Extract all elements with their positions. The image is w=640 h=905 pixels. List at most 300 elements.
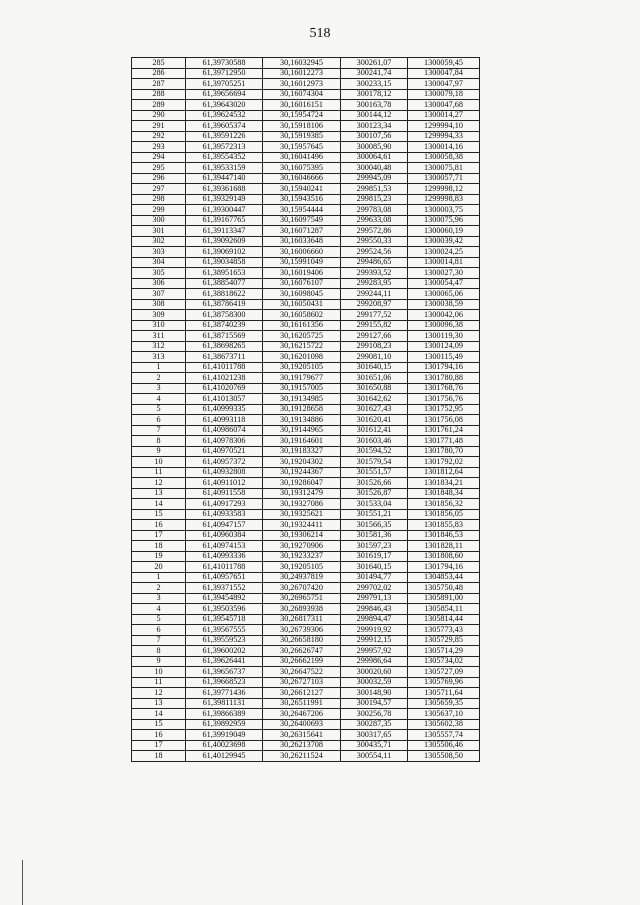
x-coordinate-cell: 301612,41: [341, 425, 408, 436]
point-number-cell: 12: [132, 478, 186, 489]
y-coordinate-cell: 1300014,27: [408, 110, 480, 121]
point-number-cell: 1: [132, 362, 186, 373]
y-coordinate-cell: 1301780,70: [408, 446, 480, 457]
latitude-cell: 61,40970521: [186, 446, 263, 457]
table-row: [132, 278, 480, 289]
y-coordinate-cell: 1301848,34: [408, 488, 480, 499]
x-coordinate-cell: 301494,77: [341, 572, 408, 583]
y-coordinate-cell: 1300014,81: [408, 257, 480, 268]
point-number-cell: 2: [132, 373, 186, 384]
table-row: [132, 194, 480, 205]
table-row: [132, 58, 480, 69]
table-row: [132, 383, 480, 394]
latitude-cell: 61,38698265: [186, 341, 263, 352]
point-number-cell: 292: [132, 131, 186, 142]
y-coordinate-cell: 1305814,44: [408, 614, 480, 625]
longitude-cell: 30,16215722: [263, 341, 341, 352]
longitude-cell: 30,26817311: [263, 614, 341, 625]
y-coordinate-cell: 1301794,16: [408, 362, 480, 373]
table-row: [132, 656, 480, 667]
latitude-cell: 61,38854077: [186, 278, 263, 289]
y-coordinate-cell: 1300054,47: [408, 278, 480, 289]
point-number-cell: 291: [132, 121, 186, 132]
table-row: [132, 110, 480, 121]
point-number-cell: 302: [132, 236, 186, 247]
x-coordinate-cell: 299986,64: [341, 656, 408, 667]
table-row: [132, 310, 480, 321]
point-number-cell: 298: [132, 194, 186, 205]
latitude-cell: 61,40957651: [186, 572, 263, 583]
x-coordinate-cell: 299894,47: [341, 614, 408, 625]
longitude-cell: 30,26213708: [263, 740, 341, 751]
x-coordinate-cell: 299208,97: [341, 299, 408, 310]
y-coordinate-cell: 1299998,83: [408, 194, 480, 205]
point-number-cell: 3: [132, 593, 186, 604]
table-row: [132, 709, 480, 720]
y-coordinate-cell: 1300058,38: [408, 152, 480, 163]
latitude-cell: 61,40993118: [186, 415, 263, 426]
longitude-cell: 30,16161356: [263, 320, 341, 331]
y-coordinate-cell: 1305769,96: [408, 677, 480, 688]
longitude-cell: 30,19179677: [263, 373, 341, 384]
x-coordinate-cell: 301642,62: [341, 394, 408, 405]
y-coordinate-cell: 1300003,75: [408, 205, 480, 216]
x-coordinate-cell: 299524,56: [341, 247, 408, 258]
y-coordinate-cell: 1301780,88: [408, 373, 480, 384]
point-number-cell: 296: [132, 173, 186, 184]
x-coordinate-cell: 299851,53: [341, 184, 408, 195]
latitude-cell: 61,40960384: [186, 530, 263, 541]
y-coordinate-cell: 1305659,35: [408, 698, 480, 709]
y-coordinate-cell: 1300059,45: [408, 58, 480, 69]
point-number-cell: 290: [132, 110, 186, 121]
y-coordinate-cell: 1301846,53: [408, 530, 480, 541]
longitude-cell: 30,16006660: [263, 247, 341, 258]
longitude-cell: 30,19205105: [263, 362, 341, 373]
longitude-cell: 30,16012973: [263, 79, 341, 90]
x-coordinate-cell: 301650,88: [341, 383, 408, 394]
y-coordinate-cell: 1300057,71: [408, 173, 480, 184]
y-coordinate-cell: 1300027,30: [408, 268, 480, 279]
x-coordinate-cell: 299486,65: [341, 257, 408, 268]
longitude-cell: 30,16032945: [263, 58, 341, 69]
table-row: [132, 740, 480, 751]
x-coordinate-cell: 301526,66: [341, 478, 408, 489]
point-number-cell: 18: [132, 751, 186, 762]
latitude-cell: 61,40999335: [186, 404, 263, 415]
y-coordinate-cell: 1301752,95: [408, 404, 480, 415]
x-coordinate-cell: 299783,08: [341, 205, 408, 216]
latitude-cell: 61,39771436: [186, 688, 263, 699]
point-number-cell: 306: [132, 278, 186, 289]
latitude-cell: 61,39668523: [186, 677, 263, 688]
longitude-cell: 30,26400693: [263, 719, 341, 730]
x-coordinate-cell: 301619,17: [341, 551, 408, 562]
point-number-cell: 8: [132, 646, 186, 657]
x-coordinate-cell: 301566,35: [341, 520, 408, 531]
point-number-cell: 301: [132, 226, 186, 237]
x-coordinate-cell: 300178,12: [341, 89, 408, 100]
latitude-cell: 61,40978306: [186, 436, 263, 447]
table-row: [132, 373, 480, 384]
y-coordinate-cell: 1301794,16: [408, 562, 480, 573]
latitude-cell: 61,39300447: [186, 205, 263, 216]
longitude-cell: 30,15957645: [263, 142, 341, 153]
table-row: [132, 184, 480, 195]
x-coordinate-cell: 300085,90: [341, 142, 408, 153]
y-coordinate-cell: 1305557,74: [408, 730, 480, 741]
longitude-cell: 30,19204302: [263, 457, 341, 468]
latitude-cell: 61,39605374: [186, 121, 263, 132]
point-number-cell: 285: [132, 58, 186, 69]
longitude-cell: 30,16098045: [263, 289, 341, 300]
x-coordinate-cell: 300233,15: [341, 79, 408, 90]
latitude-cell: 61,38740239: [186, 320, 263, 331]
point-number-cell: 6: [132, 625, 186, 636]
latitude-cell: 61,39092609: [186, 236, 263, 247]
longitude-cell: 30,19306214: [263, 530, 341, 541]
point-number-cell: 287: [132, 79, 186, 90]
table-row: [132, 457, 480, 468]
point-number-cell: 288: [132, 89, 186, 100]
latitude-cell: 61,38951653: [186, 268, 263, 279]
x-coordinate-cell: 299791,13: [341, 593, 408, 604]
point-number-cell: 309: [132, 310, 186, 321]
y-coordinate-cell: 1300024,25: [408, 247, 480, 258]
latitude-cell: 61,39069102: [186, 247, 263, 258]
point-number-cell: 13: [132, 698, 186, 709]
longitude-cell: 30,26965751: [263, 593, 341, 604]
latitude-cell: 61,39626441: [186, 656, 263, 667]
table-row: [132, 488, 480, 499]
longitude-cell: 30,16205725: [263, 331, 341, 342]
latitude-cell: 61,39643020: [186, 100, 263, 111]
y-coordinate-cell: 1300042,06: [408, 310, 480, 321]
y-coordinate-cell: 1300047,84: [408, 68, 480, 79]
longitude-cell: 30,26727103: [263, 677, 341, 688]
table-row: [132, 499, 480, 510]
point-number-cell: 8: [132, 436, 186, 447]
longitude-cell: 30,26893938: [263, 604, 341, 615]
longitude-cell: 30,19324411: [263, 520, 341, 531]
y-coordinate-cell: 1305637,10: [408, 709, 480, 720]
y-coordinate-cell: 1300119,30: [408, 331, 480, 342]
y-coordinate-cell: 1301856,32: [408, 499, 480, 510]
point-number-cell: 5: [132, 404, 186, 415]
coordinates-table-body: [132, 58, 480, 762]
x-coordinate-cell: 301594,52: [341, 446, 408, 457]
latitude-cell: 61,39167765: [186, 215, 263, 226]
longitude-cell: 30,19312479: [263, 488, 341, 499]
longitude-cell: 30,16076107: [263, 278, 341, 289]
longitude-cell: 30,16012273: [263, 68, 341, 79]
y-coordinate-cell: 1300124,09: [408, 341, 480, 352]
x-coordinate-cell: 299393,52: [341, 268, 408, 279]
table-row: [132, 215, 480, 226]
longitude-cell: 30,15943516: [263, 194, 341, 205]
x-coordinate-cell: 299244,11: [341, 289, 408, 300]
point-number-cell: 16: [132, 520, 186, 531]
table-row: [132, 68, 480, 79]
y-coordinate-cell: 1305773,43: [408, 625, 480, 636]
y-coordinate-cell: 1305854,11: [408, 604, 480, 615]
x-coordinate-cell: 300040,48: [341, 163, 408, 174]
y-coordinate-cell: 1300047,68: [408, 100, 480, 111]
y-coordinate-cell: 1305729,85: [408, 635, 480, 646]
longitude-cell: 30,26647522: [263, 667, 341, 678]
longitude-cell: 30,16058602: [263, 310, 341, 321]
table-row: [132, 520, 480, 531]
x-coordinate-cell: 300241,74: [341, 68, 408, 79]
y-coordinate-cell: 1300079,18: [408, 89, 480, 100]
table-row: [132, 163, 480, 174]
latitude-cell: 61,38673711: [186, 352, 263, 363]
y-coordinate-cell: 1300075,96: [408, 215, 480, 226]
table-row: [132, 677, 480, 688]
point-number-cell: 19: [132, 551, 186, 562]
x-coordinate-cell: 300287,35: [341, 719, 408, 730]
y-coordinate-cell: 1301792,02: [408, 457, 480, 468]
y-coordinate-cell: 1299994,33: [408, 131, 480, 142]
point-number-cell: 9: [132, 446, 186, 457]
y-coordinate-cell: 1301812,64: [408, 467, 480, 478]
latitude-cell: 61,40986074: [186, 425, 263, 436]
latitude-cell: 61,39811131: [186, 698, 263, 709]
table-row: [132, 142, 480, 153]
latitude-cell: 61,40129945: [186, 751, 263, 762]
latitude-cell: 61,39533159: [186, 163, 263, 174]
x-coordinate-cell: 299177,52: [341, 310, 408, 321]
latitude-cell: 61,40917293: [186, 499, 263, 510]
table-row: [132, 100, 480, 111]
table-row: [132, 593, 480, 604]
point-number-cell: 6: [132, 415, 186, 426]
table-row: [132, 79, 480, 90]
table-row: [132, 226, 480, 237]
longitude-cell: 30,26626747: [263, 646, 341, 657]
table-row: [132, 289, 480, 300]
x-coordinate-cell: 300064,61: [341, 152, 408, 163]
longitude-cell: 30,19164601: [263, 436, 341, 447]
page-number: 518: [309, 26, 331, 41]
point-number-cell: 294: [132, 152, 186, 163]
x-coordinate-cell: 299155,82: [341, 320, 408, 331]
table-row: [132, 268, 480, 279]
x-coordinate-cell: 299081,10: [341, 352, 408, 363]
longitude-cell: 30,16071287: [263, 226, 341, 237]
latitude-cell: 61,40932808: [186, 467, 263, 478]
latitude-cell: 61,39600202: [186, 646, 263, 657]
latitude-cell: 61,39712950: [186, 68, 263, 79]
point-number-cell: 17: [132, 740, 186, 751]
x-coordinate-cell: 300032,59: [341, 677, 408, 688]
longitude-cell: 30,24937819: [263, 572, 341, 583]
table-row: [132, 614, 480, 625]
point-number-cell: 7: [132, 635, 186, 646]
longitude-cell: 30,19128658: [263, 404, 341, 415]
x-coordinate-cell: 301579,54: [341, 457, 408, 468]
x-coordinate-cell: 299919,92: [341, 625, 408, 636]
x-coordinate-cell: 301640,15: [341, 562, 408, 573]
table-row: [132, 688, 480, 699]
point-number-cell: 4: [132, 394, 186, 405]
longitude-cell: 30,26511991: [263, 698, 341, 709]
latitude-cell: 61,41011788: [186, 362, 263, 373]
point-number-cell: 20: [132, 562, 186, 573]
table-row: [132, 604, 480, 615]
latitude-cell: 61,39919049: [186, 730, 263, 741]
latitude-cell: 61,39705251: [186, 79, 263, 90]
point-number-cell: 15: [132, 719, 186, 730]
longitude-cell: 30,19205105: [263, 562, 341, 573]
x-coordinate-cell: 300123,34: [341, 121, 408, 132]
point-number-cell: 10: [132, 667, 186, 678]
y-coordinate-cell: 1300039,42: [408, 236, 480, 247]
y-coordinate-cell: 1301771,48: [408, 436, 480, 447]
y-coordinate-cell: 1305714,29: [408, 646, 480, 657]
latitude-cell: 61,39624532: [186, 110, 263, 121]
latitude-cell: 61,39554352: [186, 152, 263, 163]
latitude-cell: 61,39559523: [186, 635, 263, 646]
table-row: [132, 719, 480, 730]
y-coordinate-cell: 1301761,24: [408, 425, 480, 436]
longitude-cell: 30,19233237: [263, 551, 341, 562]
latitude-cell: 61,39454892: [186, 593, 263, 604]
longitude-cell: 30,15991049: [263, 257, 341, 268]
point-number-cell: 7: [132, 425, 186, 436]
longitude-cell: 30,16097549: [263, 215, 341, 226]
x-coordinate-cell: 299957,92: [341, 646, 408, 657]
y-coordinate-cell: 1301828,11: [408, 541, 480, 552]
point-number-cell: 311: [132, 331, 186, 342]
point-number-cell: 17: [132, 530, 186, 541]
table-row: [132, 404, 480, 415]
point-number-cell: 13: [132, 488, 186, 499]
latitude-cell: 61,40023698: [186, 740, 263, 751]
longitude-cell: 30,19286047: [263, 478, 341, 489]
longitude-cell: 30,16046666: [263, 173, 341, 184]
point-number-cell: 16: [132, 730, 186, 741]
longitude-cell: 30,19244367: [263, 467, 341, 478]
point-number-cell: 12: [132, 688, 186, 699]
point-number-cell: 308: [132, 299, 186, 310]
x-coordinate-cell: 301651,06: [341, 373, 408, 384]
table-row: [132, 299, 480, 310]
longitude-cell: 30,19144965: [263, 425, 341, 436]
latitude-cell: 61,40911558: [186, 488, 263, 499]
x-coordinate-cell: 299945,09: [341, 173, 408, 184]
table-row: [132, 131, 480, 142]
table-row: [132, 415, 480, 426]
point-number-cell: 11: [132, 467, 186, 478]
point-number-cell: 286: [132, 68, 186, 79]
x-coordinate-cell: 301533,04: [341, 499, 408, 510]
longitude-cell: 30,16050431: [263, 299, 341, 310]
latitude-cell: 61,39866389: [186, 709, 263, 720]
latitude-cell: 61,40957372: [186, 457, 263, 468]
point-number-cell: 303: [132, 247, 186, 258]
table-row: [132, 89, 480, 100]
x-coordinate-cell: 299912,15: [341, 635, 408, 646]
x-coordinate-cell: 299108,23: [341, 341, 408, 352]
x-coordinate-cell: 300256,78: [341, 709, 408, 720]
table-row: [132, 467, 480, 478]
latitude-cell: 61,41011788: [186, 562, 263, 573]
x-coordinate-cell: 301640,15: [341, 362, 408, 373]
longitude-cell: 30,15954724: [263, 110, 341, 121]
table-row: [132, 698, 480, 709]
table-row: [132, 320, 480, 331]
latitude-cell: 61,39591226: [186, 131, 263, 142]
y-coordinate-cell: 1305734,02: [408, 656, 480, 667]
longitude-cell: 30,19327086: [263, 499, 341, 510]
y-coordinate-cell: 1301756,08: [408, 415, 480, 426]
table-row: [132, 352, 480, 363]
longitude-cell: 30,19270906: [263, 541, 341, 552]
table-row: [132, 635, 480, 646]
x-coordinate-cell: 299283,95: [341, 278, 408, 289]
latitude-cell: 61,39371552: [186, 583, 263, 594]
longitude-cell: 30,16016151: [263, 100, 341, 111]
table-row: [132, 236, 480, 247]
x-coordinate-cell: 300107,56: [341, 131, 408, 142]
latitude-cell: 61,41020769: [186, 383, 263, 394]
table-row: [132, 205, 480, 216]
longitude-cell: 30,26662199: [263, 656, 341, 667]
point-number-cell: 304: [132, 257, 186, 268]
point-number-cell: 18: [132, 541, 186, 552]
x-coordinate-cell: 299815,23: [341, 194, 408, 205]
table-row: [132, 362, 480, 373]
longitude-cell: 30,26467206: [263, 709, 341, 720]
latitude-cell: 61,40911012: [186, 478, 263, 489]
x-coordinate-cell: 300194,57: [341, 698, 408, 709]
y-coordinate-cell: 1301856,05: [408, 509, 480, 520]
latitude-cell: 61,40933583: [186, 509, 263, 520]
x-coordinate-cell: 300144,12: [341, 110, 408, 121]
table-row: [132, 625, 480, 636]
longitude-cell: 30,26211524: [263, 751, 341, 762]
point-number-cell: 305: [132, 268, 186, 279]
longitude-cell: 30,16019406: [263, 268, 341, 279]
latitude-cell: 61,39361688: [186, 184, 263, 195]
table-row: [132, 331, 480, 342]
latitude-cell: 61,41021238: [186, 373, 263, 384]
latitude-cell: 61,39572313: [186, 142, 263, 153]
longitude-cell: 30,15918106: [263, 121, 341, 132]
longitude-cell: 30,19183327: [263, 446, 341, 457]
point-number-cell: 5: [132, 614, 186, 625]
latitude-cell: 61,40974153: [186, 541, 263, 552]
y-coordinate-cell: 1301855,83: [408, 520, 480, 531]
x-coordinate-cell: 301551,57: [341, 467, 408, 478]
latitude-cell: 61,39113347: [186, 226, 263, 237]
table-row: [132, 541, 480, 552]
point-number-cell: 295: [132, 163, 186, 174]
y-coordinate-cell: 1299994,10: [408, 121, 480, 132]
x-coordinate-cell: 301620,41: [341, 415, 408, 426]
coordinates-table: [131, 57, 480, 762]
latitude-cell: 61,38786419: [186, 299, 263, 310]
x-coordinate-cell: 299633,08: [341, 215, 408, 226]
point-number-cell: 9: [132, 656, 186, 667]
point-number-cell: 15: [132, 509, 186, 520]
table-row: [132, 341, 480, 352]
x-coordinate-cell: 301581,36: [341, 530, 408, 541]
y-coordinate-cell: 1305891,00: [408, 593, 480, 604]
latitude-cell: 61,39329149: [186, 194, 263, 205]
table-row: [132, 257, 480, 268]
